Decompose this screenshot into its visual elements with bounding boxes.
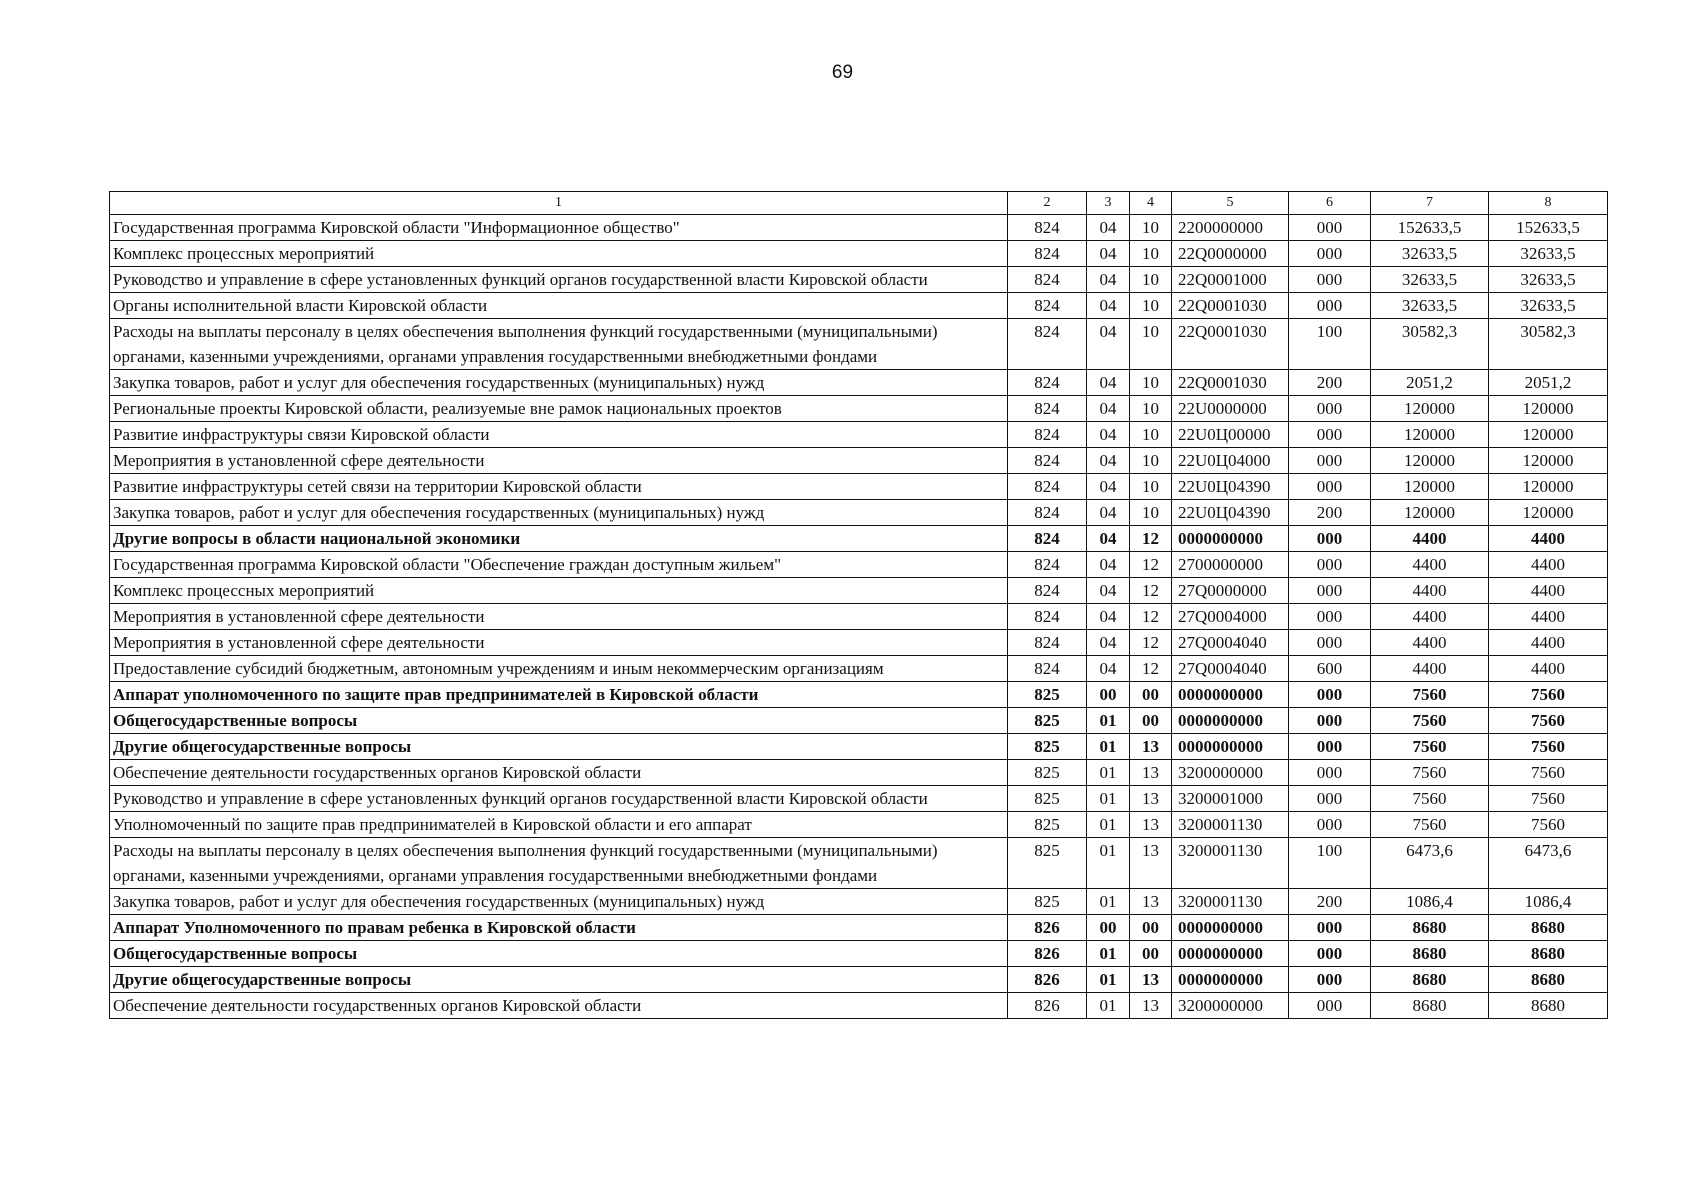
row-subsection-cell: 12 <box>1130 630 1172 656</box>
row-target-article-cell: 0000000000 <box>1172 682 1289 708</box>
row-amount-2-cell: 7560 <box>1489 786 1608 812</box>
row-subsection-cell: 10 <box>1130 422 1172 448</box>
row-expense-type-cell: 000 <box>1289 941 1371 967</box>
row-section-cell: 01 <box>1087 760 1130 786</box>
row-expense-type-cell: 000 <box>1289 786 1371 812</box>
row-section-cell: 01 <box>1087 786 1130 812</box>
row-name-cell: Расходы на выплаты персоналу в целях обеспечения выполнения функций государственными (муниципальными) органами, казенными учреждениями, органами управления государственными внебюджетными фондами <box>110 319 1008 370</box>
row-section-cell: 04 <box>1087 215 1130 241</box>
row-expense-type-cell: 000 <box>1289 734 1371 760</box>
row-subsection-cell: 10 <box>1130 500 1172 526</box>
row-expense-type-cell: 000 <box>1289 993 1371 1019</box>
row-subsection-cell: 13 <box>1130 786 1172 812</box>
row-target-article-cell: 22U0Ц04390 <box>1172 474 1289 500</box>
row-target-article-cell: 3200001130 <box>1172 838 1289 889</box>
row-expense-type-cell: 000 <box>1289 422 1371 448</box>
row-name-cell: Аппарат Уполномоченного по правам ребенка в Кировской области <box>110 915 1008 941</box>
row-amount-2-cell: 120000 <box>1489 422 1608 448</box>
table-row <box>110 682 1608 708</box>
row-name-cell: Аппарат уполномоченного по защите прав предпринимателей в Кировской области <box>110 682 1008 708</box>
row-expense-type-cell: 200 <box>1289 500 1371 526</box>
row-subsection-cell: 10 <box>1130 241 1172 267</box>
table-row <box>110 474 1608 500</box>
row-expense-type-cell: 000 <box>1289 915 1371 941</box>
row-target-article-cell: 3200001130 <box>1172 812 1289 838</box>
row-amount-2-cell: 32633,5 <box>1489 293 1608 319</box>
row-amount-2-cell: 7560 <box>1489 734 1608 760</box>
row-subsection-cell: 13 <box>1130 812 1172 838</box>
row-target-article-cell: 27Q0004000 <box>1172 604 1289 630</box>
row-expense-type-cell: 000 <box>1289 604 1371 630</box>
row-amount-1-cell: 4400 <box>1371 656 1489 682</box>
row-section-cell: 01 <box>1087 889 1130 915</box>
row-section-cell: 04 <box>1087 319 1130 370</box>
row-amount-1-cell: 7560 <box>1371 734 1489 760</box>
row-section-cell: 01 <box>1087 993 1130 1019</box>
row-target-article-cell: 22Q0001030 <box>1172 293 1289 319</box>
row-target-article-cell: 0000000000 <box>1172 941 1289 967</box>
row-amount-1-cell: 7560 <box>1371 760 1489 786</box>
row-expense-type-cell: 000 <box>1289 526 1371 552</box>
row-amount-2-cell: 120000 <box>1489 448 1608 474</box>
row-target-article-cell: 27Q0000000 <box>1172 578 1289 604</box>
row-code-main-cell: 825 <box>1008 889 1087 915</box>
row-expense-type-cell: 000 <box>1289 396 1371 422</box>
row-name-cell: Закупка товаров, работ и услуг для обеспечения государственных (муниципальных) нужд <box>110 889 1008 915</box>
row-amount-1-cell: 4400 <box>1371 526 1489 552</box>
row-code-main-cell: 824 <box>1008 448 1087 474</box>
row-subsection-cell: 13 <box>1130 967 1172 993</box>
row-expense-type-cell: 000 <box>1289 812 1371 838</box>
row-code-main-cell: 825 <box>1008 734 1087 760</box>
row-subsection-cell: 13 <box>1130 889 1172 915</box>
row-section-cell: 00 <box>1087 682 1130 708</box>
row-amount-1-cell: 7560 <box>1371 786 1489 812</box>
row-amount-1-cell: 8680 <box>1371 967 1489 993</box>
row-code-main-cell: 824 <box>1008 630 1087 656</box>
row-code-main-cell: 824 <box>1008 396 1087 422</box>
row-name-cell: Развитие инфраструктуры сетей связи на территории Кировской области <box>110 474 1008 500</box>
row-section-cell: 04 <box>1087 500 1130 526</box>
row-amount-2-cell: 1086,4 <box>1489 889 1608 915</box>
row-target-article-cell: 22Q0001000 <box>1172 267 1289 293</box>
table-row <box>110 578 1608 604</box>
row-amount-1-cell: 152633,5 <box>1371 215 1489 241</box>
row-target-article-cell: 27Q0004040 <box>1172 630 1289 656</box>
table-row <box>110 812 1608 838</box>
row-target-article-cell: 0000000000 <box>1172 734 1289 760</box>
row-name-cell: Мероприятия в установленной сфере деятельности <box>110 448 1008 474</box>
row-target-article-cell: 27Q0004040 <box>1172 656 1289 682</box>
page-number: 69 <box>831 62 854 83</box>
row-target-article-cell: 22Q0001030 <box>1172 370 1289 396</box>
row-amount-2-cell: 120000 <box>1489 474 1608 500</box>
row-target-article-cell: 0000000000 <box>1172 708 1289 734</box>
row-code-main-cell: 824 <box>1008 604 1087 630</box>
table-row <box>110 215 1608 241</box>
row-section-cell: 04 <box>1087 526 1130 552</box>
row-name-cell: Руководство и управление в сфере установленных функций органов государственной власти Кировской области <box>110 267 1008 293</box>
row-section-cell: 01 <box>1087 941 1130 967</box>
row-amount-2-cell: 120000 <box>1489 500 1608 526</box>
header-cell-7: 7 <box>1371 192 1489 215</box>
budget-table-container <box>109 191 1607 1019</box>
row-subsection-cell: 10 <box>1130 215 1172 241</box>
row-code-main-cell: 825 <box>1008 786 1087 812</box>
row-amount-1-cell: 7560 <box>1371 708 1489 734</box>
row-amount-1-cell: 32633,5 <box>1371 267 1489 293</box>
row-subsection-cell: 10 <box>1130 474 1172 500</box>
row-section-cell: 04 <box>1087 552 1130 578</box>
row-amount-2-cell: 7560 <box>1489 812 1608 838</box>
row-name-cell: Закупка товаров, работ и услуг для обеспечения государственных (муниципальных) нужд <box>110 500 1008 526</box>
row-code-main-cell: 824 <box>1008 500 1087 526</box>
row-expense-type-cell: 000 <box>1289 448 1371 474</box>
row-code-main-cell: 825 <box>1008 760 1087 786</box>
row-section-cell: 00 <box>1087 915 1130 941</box>
row-amount-2-cell: 120000 <box>1489 396 1608 422</box>
row-amount-1-cell: 32633,5 <box>1371 241 1489 267</box>
row-code-main-cell: 824 <box>1008 422 1087 448</box>
row-amount-2-cell: 7560 <box>1489 760 1608 786</box>
row-section-cell: 04 <box>1087 474 1130 500</box>
row-amount-2-cell: 32633,5 <box>1489 241 1608 267</box>
row-amount-2-cell: 7560 <box>1489 708 1608 734</box>
row-section-cell: 01 <box>1087 812 1130 838</box>
row-target-article-cell: 22U0Ц04390 <box>1172 500 1289 526</box>
table-row <box>110 500 1608 526</box>
row-section-cell: 04 <box>1087 578 1130 604</box>
header-cell-5: 5 <box>1172 192 1289 215</box>
row-name-cell: Общегосударственные вопросы <box>110 941 1008 967</box>
row-expense-type-cell: 000 <box>1289 630 1371 656</box>
header-cell-4: 4 <box>1130 192 1172 215</box>
header-cell-3: 3 <box>1087 192 1130 215</box>
row-amount-1-cell: 4400 <box>1371 552 1489 578</box>
row-amount-1-cell: 6473,6 <box>1371 838 1489 889</box>
row-name-cell: Другие вопросы в области национальной экономики <box>110 526 1008 552</box>
table-row <box>110 448 1608 474</box>
row-amount-2-cell: 8680 <box>1489 941 1608 967</box>
row-code-main-cell: 824 <box>1008 215 1087 241</box>
row-target-article-cell: 3200001000 <box>1172 786 1289 812</box>
row-amount-2-cell: 8680 <box>1489 993 1608 1019</box>
row-section-cell: 01 <box>1087 708 1130 734</box>
row-code-main-cell: 826 <box>1008 915 1087 941</box>
row-target-article-cell: 2700000000 <box>1172 552 1289 578</box>
table-row <box>110 422 1608 448</box>
row-subsection-cell: 10 <box>1130 396 1172 422</box>
row-code-main-cell: 824 <box>1008 370 1087 396</box>
row-amount-1-cell: 8680 <box>1371 993 1489 1019</box>
row-expense-type-cell: 000 <box>1289 241 1371 267</box>
row-subsection-cell: 10 <box>1130 267 1172 293</box>
row-subsection-cell: 10 <box>1130 370 1172 396</box>
table-row <box>110 319 1608 370</box>
row-expense-type-cell: 200 <box>1289 370 1371 396</box>
row-amount-1-cell: 2051,2 <box>1371 370 1489 396</box>
row-subsection-cell: 00 <box>1130 915 1172 941</box>
table-row <box>110 993 1608 1019</box>
row-amount-1-cell: 4400 <box>1371 578 1489 604</box>
row-amount-2-cell: 152633,5 <box>1489 215 1608 241</box>
table-row <box>110 656 1608 682</box>
row-name-cell: Комплекс процессных мероприятий <box>110 578 1008 604</box>
row-section-cell: 01 <box>1087 967 1130 993</box>
row-code-main-cell: 825 <box>1008 708 1087 734</box>
row-expense-type-cell: 000 <box>1289 215 1371 241</box>
row-subsection-cell: 10 <box>1130 448 1172 474</box>
row-subsection-cell: 13 <box>1130 760 1172 786</box>
row-code-main-cell: 825 <box>1008 812 1087 838</box>
row-amount-1-cell: 8680 <box>1371 941 1489 967</box>
row-section-cell: 04 <box>1087 604 1130 630</box>
row-amount-1-cell: 120000 <box>1371 474 1489 500</box>
row-name-cell: Обеспечение деятельности государственных органов Кировской области <box>110 993 1008 1019</box>
row-subsection-cell: 12 <box>1130 604 1172 630</box>
row-amount-1-cell: 7560 <box>1371 682 1489 708</box>
row-code-main-cell: 824 <box>1008 267 1087 293</box>
row-name-cell: Закупка товаров, работ и услуг для обеспечения государственных (муниципальных) нужд <box>110 370 1008 396</box>
table-row <box>110 630 1608 656</box>
row-target-article-cell: 22U0Ц00000 <box>1172 422 1289 448</box>
table-row <box>110 889 1608 915</box>
row-expense-type-cell: 000 <box>1289 760 1371 786</box>
row-target-article-cell: 3200001130 <box>1172 889 1289 915</box>
row-section-cell: 04 <box>1087 370 1130 396</box>
row-section-cell: 04 <box>1087 267 1130 293</box>
row-amount-2-cell: 8680 <box>1489 915 1608 941</box>
row-name-cell: Уполномоченный по защите прав предпринимателей в Кировской области и его аппарат <box>110 812 1008 838</box>
row-subsection-cell: 00 <box>1130 708 1172 734</box>
row-subsection-cell: 12 <box>1130 552 1172 578</box>
row-subsection-cell: 00 <box>1130 682 1172 708</box>
row-expense-type-cell: 000 <box>1289 552 1371 578</box>
table-row <box>110 786 1608 812</box>
header-cell-2: 2 <box>1008 192 1087 215</box>
table-row <box>110 838 1608 889</box>
row-name-cell: Руководство и управление в сфере установленных функций органов государственной власти Кировской области <box>110 786 1008 812</box>
row-target-article-cell: 3200000000 <box>1172 760 1289 786</box>
row-subsection-cell: 12 <box>1130 656 1172 682</box>
table-row <box>110 526 1608 552</box>
row-name-cell: Региональные проекты Кировской области, реализуемые вне рамок национальных проектов <box>110 396 1008 422</box>
row-target-article-cell: 22Q0001030 <box>1172 319 1289 370</box>
row-name-cell: Предоставление субсидий бюджетным, автономным учреждениям и иным некоммерческим организациям <box>110 656 1008 682</box>
row-code-main-cell: 826 <box>1008 941 1087 967</box>
row-code-main-cell: 826 <box>1008 967 1087 993</box>
row-name-cell: Мероприятия в установленной сфере деятельности <box>110 604 1008 630</box>
row-amount-2-cell: 2051,2 <box>1489 370 1608 396</box>
row-code-main-cell: 824 <box>1008 319 1087 370</box>
row-amount-2-cell: 4400 <box>1489 630 1608 656</box>
row-expense-type-cell: 200 <box>1289 889 1371 915</box>
row-target-article-cell: 0000000000 <box>1172 915 1289 941</box>
row-amount-2-cell: 4400 <box>1489 604 1608 630</box>
row-subsection-cell: 13 <box>1130 734 1172 760</box>
row-subsection-cell: 00 <box>1130 941 1172 967</box>
table-row <box>110 293 1608 319</box>
row-amount-2-cell: 4400 <box>1489 552 1608 578</box>
row-target-article-cell: 3200000000 <box>1172 993 1289 1019</box>
row-amount-1-cell: 120000 <box>1371 448 1489 474</box>
row-name-cell: Другие общегосударственные вопросы <box>110 734 1008 760</box>
table-row <box>110 267 1608 293</box>
row-section-cell: 04 <box>1087 293 1130 319</box>
row-name-cell: Расходы на выплаты персоналу в целях обеспечения выполнения функций государственными (муниципальными) органами, казенными учреждениями, органами управления государственными внебюджетными фондами <box>110 838 1008 889</box>
row-code-main-cell: 825 <box>1008 682 1087 708</box>
row-expense-type-cell: 100 <box>1289 838 1371 889</box>
row-name-cell: Комплекс процессных мероприятий <box>110 241 1008 267</box>
row-expense-type-cell: 000 <box>1289 293 1371 319</box>
row-code-main-cell: 824 <box>1008 474 1087 500</box>
row-target-article-cell: 22Q0000000 <box>1172 241 1289 267</box>
row-expense-type-cell: 000 <box>1289 967 1371 993</box>
table-row <box>110 760 1608 786</box>
row-code-main-cell: 824 <box>1008 656 1087 682</box>
row-section-cell: 04 <box>1087 241 1130 267</box>
row-amount-1-cell: 120000 <box>1371 500 1489 526</box>
row-expense-type-cell: 100 <box>1289 319 1371 370</box>
header-cell-8: 8 <box>1489 192 1608 215</box>
table-row <box>110 734 1608 760</box>
budget-table <box>109 191 1608 1019</box>
row-code-main-cell: 824 <box>1008 552 1087 578</box>
row-expense-type-cell: 000 <box>1289 474 1371 500</box>
row-subsection-cell: 13 <box>1130 838 1172 889</box>
table-row <box>110 967 1608 993</box>
row-subsection-cell: 13 <box>1130 993 1172 1019</box>
table-row <box>110 241 1608 267</box>
row-code-main-cell: 824 <box>1008 293 1087 319</box>
row-subsection-cell: 12 <box>1130 578 1172 604</box>
row-code-main-cell: 826 <box>1008 993 1087 1019</box>
table-body <box>110 215 1608 1019</box>
row-name-cell: Развитие инфраструктуры связи Кировской области <box>110 422 1008 448</box>
row-code-main-cell: 824 <box>1008 241 1087 267</box>
header-cell-1: 1 <box>110 192 1008 215</box>
row-amount-2-cell: 4400 <box>1489 578 1608 604</box>
row-subsection-cell: 10 <box>1130 319 1172 370</box>
header-row <box>110 192 1608 215</box>
row-section-cell: 04 <box>1087 422 1130 448</box>
row-code-main-cell: 824 <box>1008 578 1087 604</box>
row-section-cell: 01 <box>1087 838 1130 889</box>
row-amount-1-cell: 120000 <box>1371 396 1489 422</box>
table-row <box>110 604 1608 630</box>
row-section-cell: 04 <box>1087 448 1130 474</box>
row-name-cell: Обеспечение деятельности государственных органов Кировской области <box>110 760 1008 786</box>
row-subsection-cell: 10 <box>1130 293 1172 319</box>
row-expense-type-cell: 000 <box>1289 708 1371 734</box>
row-amount-2-cell: 32633,5 <box>1489 267 1608 293</box>
row-target-article-cell: 0000000000 <box>1172 967 1289 993</box>
row-amount-1-cell: 8680 <box>1371 915 1489 941</box>
table-row <box>110 370 1608 396</box>
row-name-cell: Органы исполнительной власти Кировской области <box>110 293 1008 319</box>
row-expense-type-cell: 600 <box>1289 656 1371 682</box>
row-amount-1-cell: 120000 <box>1371 422 1489 448</box>
row-amount-2-cell: 30582,3 <box>1489 319 1608 370</box>
row-target-article-cell: 22U0Ц04000 <box>1172 448 1289 474</box>
row-code-main-cell: 825 <box>1008 838 1087 889</box>
row-amount-1-cell: 7560 <box>1371 812 1489 838</box>
row-subsection-cell: 12 <box>1130 526 1172 552</box>
header-cell-6: 6 <box>1289 192 1371 215</box>
row-amount-1-cell: 32633,5 <box>1371 293 1489 319</box>
row-target-article-cell: 0000000000 <box>1172 526 1289 552</box>
row-name-cell: Государственная программа Кировской области "Информационное общество" <box>110 215 1008 241</box>
row-name-cell: Другие общегосударственные вопросы <box>110 967 1008 993</box>
row-name-cell: Мероприятия в установленной сфере деятельности <box>110 630 1008 656</box>
row-amount-1-cell: 1086,4 <box>1371 889 1489 915</box>
row-name-cell: Государственная программа Кировской области "Обеспечение граждан доступным жильем" <box>110 552 1008 578</box>
table-row <box>110 708 1608 734</box>
table-row <box>110 552 1608 578</box>
row-amount-2-cell: 4400 <box>1489 656 1608 682</box>
row-amount-2-cell: 6473,6 <box>1489 838 1608 889</box>
row-amount-1-cell: 4400 <box>1371 604 1489 630</box>
row-expense-type-cell: 000 <box>1289 578 1371 604</box>
row-amount-2-cell: 7560 <box>1489 682 1608 708</box>
table-row <box>110 396 1608 422</box>
row-section-cell: 01 <box>1087 734 1130 760</box>
row-expense-type-cell: 000 <box>1289 267 1371 293</box>
row-code-main-cell: 824 <box>1008 526 1087 552</box>
row-expense-type-cell: 000 <box>1289 682 1371 708</box>
row-amount-2-cell: 8680 <box>1489 967 1608 993</box>
row-amount-2-cell: 4400 <box>1489 526 1608 552</box>
table-row <box>110 915 1608 941</box>
row-name-cell: Общегосударственные вопросы <box>110 708 1008 734</box>
table-row <box>110 941 1608 967</box>
row-amount-1-cell: 4400 <box>1371 630 1489 656</box>
row-target-article-cell: 2200000000 <box>1172 215 1289 241</box>
row-target-article-cell: 22U0000000 <box>1172 396 1289 422</box>
row-section-cell: 04 <box>1087 656 1130 682</box>
row-section-cell: 04 <box>1087 396 1130 422</box>
row-amount-1-cell: 30582,3 <box>1371 319 1489 370</box>
row-section-cell: 04 <box>1087 630 1130 656</box>
